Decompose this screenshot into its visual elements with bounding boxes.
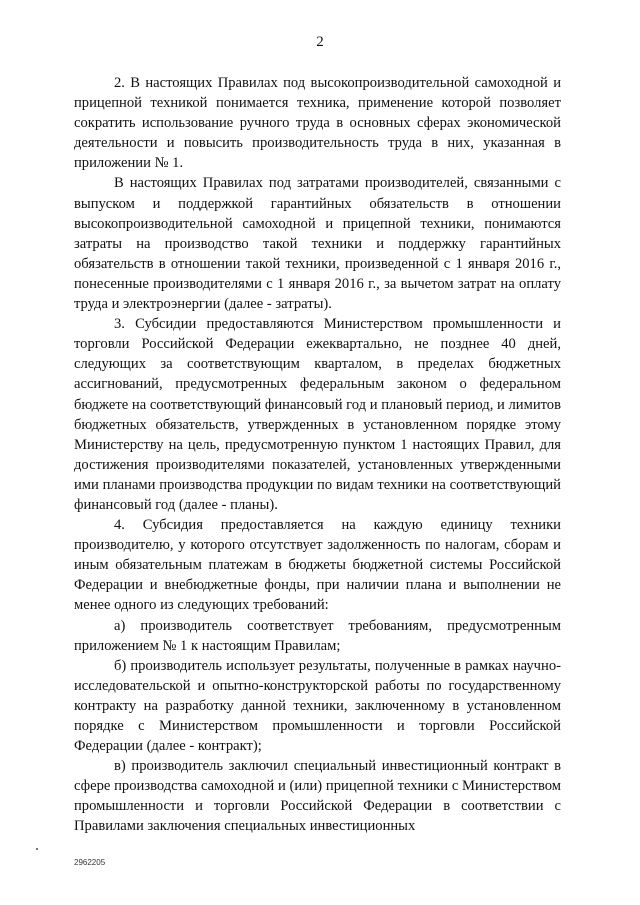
paragraph-4-conditions: 4. Субсидия предоставляется на каждую единицу техники производителю, у которого отсутствует задолженность по налогам, сборам и иным обязательным платежам в бюджеты бюджетной системы Российской Федерации и внебюджетные фонды, при наличии плана и выполнении не менее одного из следующих требований: (74, 517, 561, 614)
page-number: 2 (316, 34, 324, 50)
paragraph-costs-definition: В настоящих Правилах под затратами производителей, связанными с выпуском и поддержкой гарантийных обязательств в отношении высокопроизводительной самоходной и прицепной техники, понимаются затраты на производство такой техники и поддержку гарантийных обязательств в отношении такой техники, произведенной с 1 января 2016 г., понесенные производителями с 1 января 2016 г., за вычетом затрат на оплату труда и электроэнергии (далее - затраты). (74, 175, 561, 313)
paragraph-2-definition: 2. В настоящих Правилах под высокопроизводительной самоходной и прицепной техникой понимается техника, применение которой позволяет сократить использование ручного труда в основных сферах экономической деятельности и повысить производительность труда в них, указанная в приложении № 1. (74, 75, 561, 172)
document-code: 2962205 (74, 858, 106, 867)
document-body (74, 73, 561, 837)
subitem-v: в) производитель заключил специальный инвестиционный контракт в сфере производства самоходной и (или) прицепной техники с Министерством промышленности и торговли Российской Федерации в соответствии с Правилами заключения специальных инвестиционных (74, 758, 561, 835)
subitem-b: б) производитель использует результаты, полученные в рамках научно-исследовательской и опытно-конструкторской работы по государственному контракту на разработку данной техники, заключенному в установленном порядке с Министерством промышленности и торговли Российской Федерации (далее - контракт); (74, 657, 561, 755)
paragraph-3-subsidies: 3. Субсидии предоставляются Министерством промышленности и торговли Российской Федерации ежеквартально, не позднее 40 дней, следующих за соответствующим кварталом, в пределах бюджетных ассигнований, предусмотренных федеральным законом о федеральном бюджете на соответствующий финансовый год и плановый период, и лимитов бюджетных обязательств, утвержденных в установленном порядке этому Министерству на цель, предусмотренную пунктом 1 настоящих Правил, для достижения производителями показателей, установленных утвержденными ими планами производства продукции по видам техники на соответствующий финансовый год (далее - планы). (74, 316, 561, 513)
margin-mark (36, 848, 38, 850)
subitem-a: а) производитель соответствует требованиям, предусмотренным приложением № 1 к настоящим Правилам; (74, 617, 561, 654)
